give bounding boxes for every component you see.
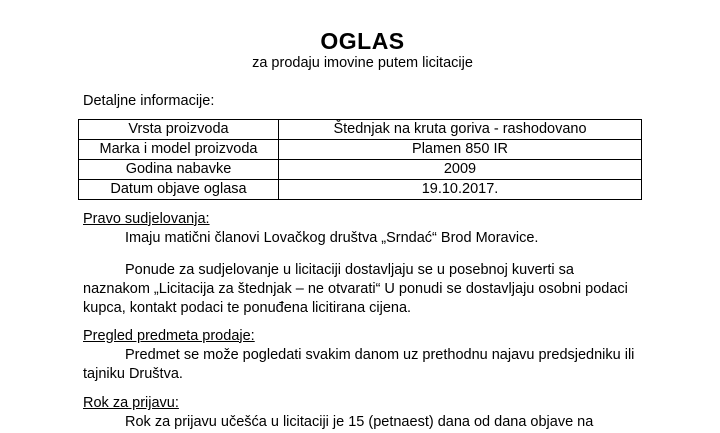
row-label: Datum objave oglasa — [79, 179, 279, 199]
table-row-marka-model — [79, 140, 642, 160]
table-row-datum-objave — [79, 179, 642, 199]
row-value: 2009 — [279, 160, 642, 180]
section-paragraph: Predmet se može pogledati svakim danom uz prethodnu najavu predsjedniku ili tajniku Društva. — [83, 346, 635, 383]
section-pregled-predmeta — [83, 327, 642, 385]
section-heading: Pravo sudjelovanja: — [83, 210, 210, 227]
row-value: Plamen 850 IR — [279, 140, 642, 160]
section-heading: Rok za prijavu: — [83, 395, 179, 412]
table-row-godina-nabavke — [79, 160, 642, 180]
section-paragraph: Ponude za sudjelovanje u licitaciji dostavljaju se u posebnoj kuverti sa naznakom „Licitacija za štednjak – ne otvarati“ U ponudi se dostavljaju osobni podaci kupca, kontakt podaci te ponuđena licitirana cijena. — [83, 262, 628, 317]
row-label: Marka i model proizvoda — [79, 140, 279, 160]
row-label: Vrsta proizvoda — [79, 120, 279, 140]
details-table — [78, 119, 642, 199]
document-title: OGLAS — [320, 28, 405, 54]
row-value: Štednjak na kruta goriva - rashodovano — [279, 120, 642, 140]
section-rok-za-prijavu — [83, 394, 642, 432]
section-pravo-sudjelovanja — [83, 210, 642, 319]
section-heading: Pregled predmeta prodaje: — [83, 327, 255, 344]
table-row-vrsta-proizvoda — [79, 120, 642, 140]
document-subtitle: za prodaju imovine putem licitacije — [252, 55, 473, 71]
section-paragraph: Rok za prijavu učešća u licitaciji je 15 (petnaest) dana od dana objave na — [125, 414, 594, 431]
section-paragraph: Imaju matični članovi Lovačkog društva „Srndać“ Brod Moravice. — [125, 229, 539, 246]
row-label: Godina nabavke — [79, 160, 279, 180]
row-value: 19.10.2017. — [279, 179, 642, 199]
details-label: Detaljne informacije: — [83, 93, 215, 110]
